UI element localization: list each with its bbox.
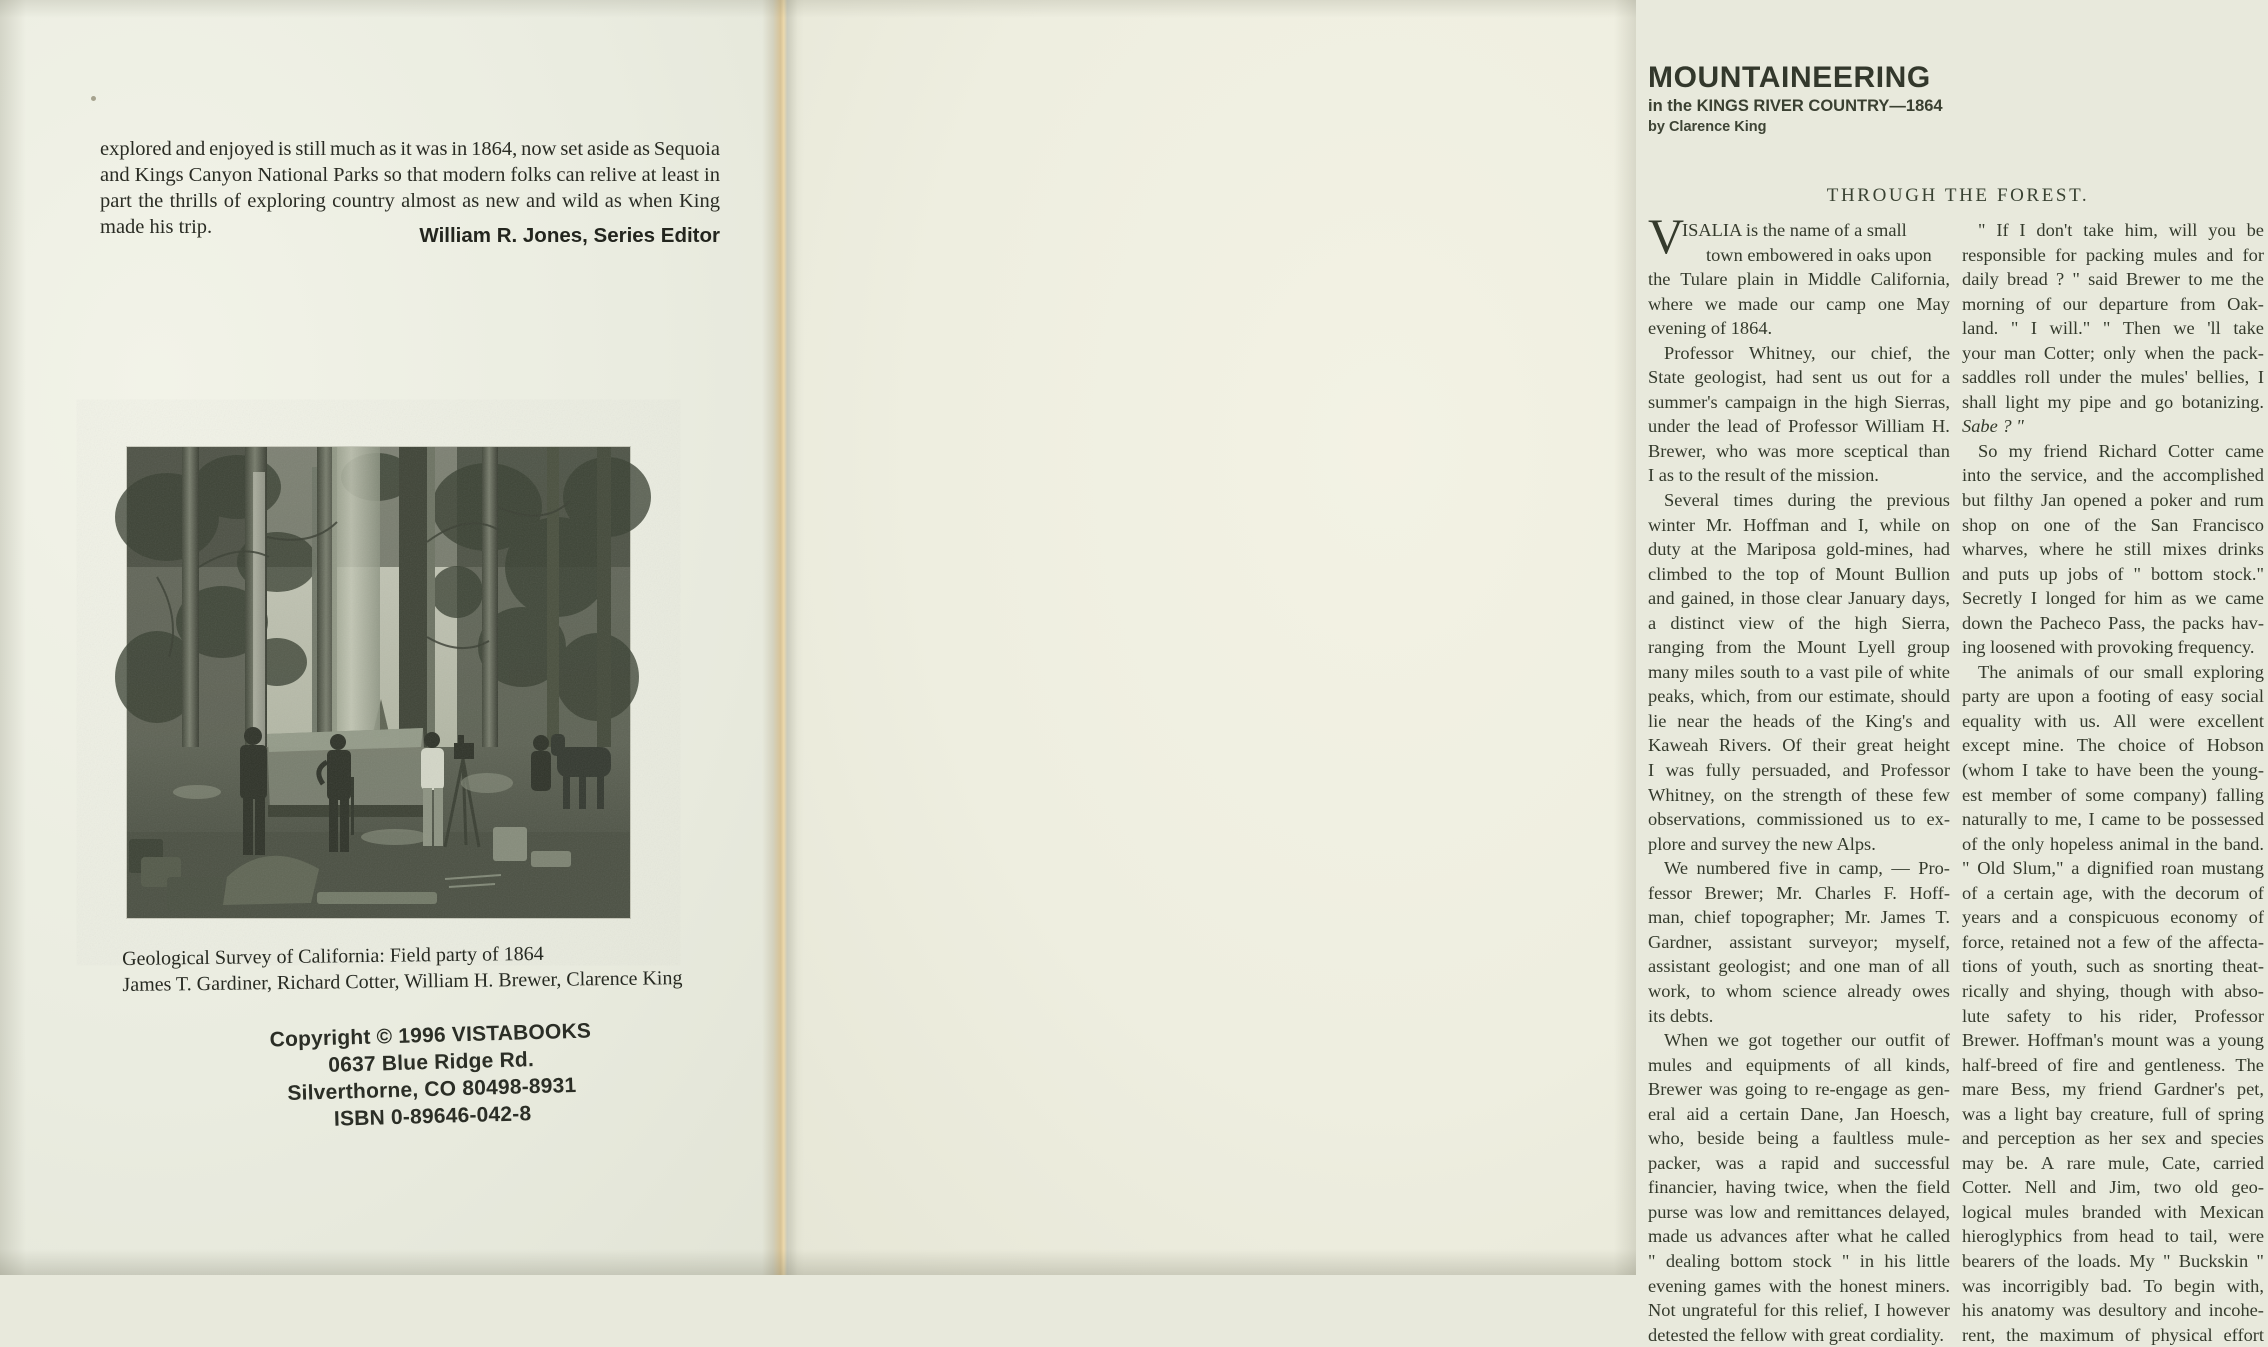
para5-line-2: mules and equipments of all kinds, <box>1648 1054 1950 1075</box>
para4-line-1: We numbered five in camp, — Pro- <box>1664 858 1950 879</box>
c2-para3-line-6: est member of some company) falling <box>1962 784 2264 805</box>
intro-line-3: part the thrills of exploring country almost as new and wild as when King <box>100 190 720 212</box>
masthead-title: MOUNTAINEERING <box>1648 61 1931 94</box>
para3-line-12: I was fully persuaded, and Professor <box>1648 760 1950 781</box>
series-editor-credit: William R. Jones, Series Editor <box>419 224 720 247</box>
para5-line-9: made us advances after what he called <box>1648 1226 1950 1247</box>
c2-para1-line-3: daily bread ? " said Brewer to me the <box>1962 269 2264 290</box>
para4-line-2: fessor Brewer; Mr. Charles F. Hoff- <box>1648 882 1950 903</box>
section-heading: THROUGH THE FOREST. <box>1826 185 2090 206</box>
right-page <box>790 0 2264 1345</box>
para1-line-5: evening of 1864. <box>1648 318 1773 339</box>
c2-para2-line-2: into the service, and the accomplished <box>1962 465 2264 486</box>
book-gutter <box>762 0 804 1275</box>
c2-para1-line-9: Sabe ? " <box>1962 416 2024 437</box>
c2-para1-line-5: land. " I will." " Then we 'll take <box>1962 318 2264 339</box>
text-column-2 <box>1962 218 2264 1347</box>
c2-para3-line-18: mare Bess, my friend Gardner's pet, <box>1962 1079 2264 1100</box>
left-edge-shadow <box>0 0 26 1275</box>
para3-line-11: Kaweah Rivers. Of their great height <box>1648 735 1950 756</box>
c2-para3-line-27: his anatomy was desultory and incohe- <box>1962 1300 2264 1321</box>
copyright-block <box>180 1015 683 1137</box>
intro-line-2: and Kings Canyon National Parks so that modern folks can relive at least in <box>100 164 720 186</box>
paper-speck <box>91 96 96 101</box>
c2-para3-line-7: naturally to me, I came to be possessed <box>1962 809 2264 830</box>
para3-line-2: winter Mr. Hoffman and I, while on <box>1648 514 1950 535</box>
isbn: ISBN 0-89646-042-8 <box>333 1102 532 1131</box>
text-column-1 <box>1648 208 1950 1347</box>
para2-line-1: Professor Whitney, our chief, the <box>1664 342 1950 363</box>
intro-line-4: made his trip. <box>100 216 213 238</box>
c2-para3-line-26: was incorrigibly bad. To begin with, <box>1962 1275 2264 1296</box>
para5-line-6: packer, was a rapid and successful <box>1648 1152 1950 1173</box>
c2-para2-line-8: down the Pacheco Pass, the packs hav- <box>1962 612 2264 633</box>
para5-line-8: purse was low and remittances delayed, <box>1648 1201 1950 1222</box>
c2-para3-line-9: " Old Slum," a dignified roan mustang <box>1962 858 2264 879</box>
c2-para3-line-5: (whom I take to have been the young- <box>1962 760 2264 781</box>
para3-line-15: plore and survey the new Alps. <box>1648 833 1876 854</box>
para3-line-1: Several times during the previous <box>1664 490 1950 511</box>
paragraph-party-roster <box>1648 856 1950 1028</box>
para5-line-13: detested the fellow with great cordiality. <box>1648 1324 1945 1345</box>
para3-line-14: observations, commissioned us to ex- <box>1648 809 1950 830</box>
bottom-edge-shadow <box>0 1249 1636 1275</box>
c2-para3-line-8: of the only hopeless animal in the band. <box>1962 833 2264 854</box>
c2-para3-line-2: party are upon a footing of easy social <box>1962 686 2264 707</box>
paragraph-visalia <box>1648 208 1950 341</box>
c2-para3-line-4: except mine. The choice of Hobson <box>1962 735 2264 756</box>
para4-line-3: man, chief topographer; Mr. James T. <box>1648 907 1950 928</box>
intro-line-1: explored and enjoyed is still much as it was in 1864, now set aside as Sequoia <box>100 138 720 160</box>
c2-para1-line-2: responsible for packing mules and for <box>1962 244 2264 265</box>
para2-line-2: State geologist, had sent us out for a <box>1648 367 1950 388</box>
drop-cap-v: V <box>1648 208 1685 264</box>
c2-para3-line-23: logical mules branded with Mexican <box>1962 1201 2264 1222</box>
para5-line-11: evening games with the honest miners. <box>1648 1275 1950 1296</box>
para1-line-2: town embowered in oaks upon <box>1706 244 1932 265</box>
c2-para1-line-1: " If I don't take him, will you be <box>1978 220 2264 240</box>
para5-line-5: who, beside being a faultless mule- <box>1648 1128 1950 1149</box>
para3-line-7: ranging from the Mount Lyell group <box>1648 637 1950 658</box>
c2-para3-line-14: rically and shying, though with abso- <box>1962 980 2264 1001</box>
masthead <box>1648 62 2068 136</box>
c2-para3-line-11: years and a conspicuous economy of <box>1962 907 2264 928</box>
para3-line-9: peaks, which, from our estimate, should <box>1648 686 1950 707</box>
para5-line-10: " dealing bottom stock " in his little <box>1648 1250 1950 1271</box>
para5-line-3: Brewer was going to re-engage as gen- <box>1648 1079 1950 1100</box>
publisher-city: Silverthorne, CO 80498-8931 <box>287 1073 577 1106</box>
paragraph-brewer-dialogue <box>1962 218 2264 439</box>
para4-line-6: work, to whom science already owes <box>1648 980 1950 1001</box>
photo-caption-line-1: Geological Survey of California: Field party of 1864 <box>122 942 544 970</box>
left-page <box>0 0 782 1275</box>
top-edge-shadow <box>0 0 1636 18</box>
right-edge-shadow <box>1614 0 1636 1275</box>
c2-para2-line-1: So my friend Richard Cotter came <box>1978 440 2264 461</box>
c2-para3-line-12: force, retained not a few of the affecta- <box>1962 931 2264 952</box>
publisher-street: 0637 Blue Ridge Rd. <box>327 1048 535 1077</box>
para3-line-5: and gained, in those clear January days, <box>1648 588 1950 609</box>
para1-line-1: ISALIA is the name of a small <box>1682 220 1907 240</box>
paragraph-animals <box>1962 660 2264 1347</box>
c2-para3-line-3: equality with us. All were excellent <box>1962 710 2264 731</box>
para3-line-8: many miles south to a vast pile of white <box>1648 661 1950 682</box>
c2-para3-line-16: Brewer. Hoffman's mount was a young <box>1962 1030 2264 1051</box>
c2-para2-line-4: shop on one of the San Francisco <box>1962 514 2264 535</box>
c2-para3-line-25: bearers of the loads. My " Buckskin " <box>1962 1250 2264 1271</box>
para3-line-13: Whitney, on the strength of these few <box>1648 784 1950 805</box>
photo-caption-line-2: James T. Gardiner, Richard Cotter, William H. Brewer, Clarence King <box>122 967 683 996</box>
field-party-photograph <box>127 447 630 918</box>
para3-line-3: duty at the Mariposa gold-mines, had <box>1648 539 1950 560</box>
para2-line-4: under the lead of Professor William H. <box>1648 416 1950 437</box>
masthead-byline: by Clarence King <box>1648 119 1767 135</box>
c2-para1-line-6: your man Cotter; only when the pack- <box>1962 342 2264 363</box>
c2-para3-line-1: The animals of our small exploring <box>1978 661 2264 682</box>
paragraph-cotter <box>1962 439 2264 660</box>
c2-para1-line-7: saddles roll under the mules' bellies, I <box>1962 367 2264 388</box>
c2-para3-line-13: tions of youth, such as snorting theat- <box>1962 956 2264 977</box>
c2-para3-line-22: Cotter. Nell and Jim, two old geo- <box>1962 1177 2264 1198</box>
copyright-line: Copyright © 1996 VISTABOOKS <box>269 1019 592 1052</box>
c2-para3-line-10: of a certain age, with the decorum of <box>1962 882 2264 903</box>
para4-line-5: assistant geologist; and one man of all <box>1648 956 1950 977</box>
c2-para3-line-17: half-breed of fire and gentleness. The <box>1962 1054 2264 1075</box>
para5-line-7: financier, having twice, when the field <box>1648 1177 1950 1198</box>
c2-para3-line-21: may be. A rare mule, Cate, carried <box>1962 1152 2264 1173</box>
c2-para3-line-20: and perception as her sex and species <box>1962 1128 2264 1149</box>
c2-para3-line-28: rent, the maximum of physical effort <box>1962 1324 2264 1345</box>
photo-caption <box>122 939 723 998</box>
paragraph-outfit <box>1648 1028 1950 1347</box>
para3-line-10: lie near the heads of the King's and <box>1648 710 1950 731</box>
para2-line-6: I as to the result of the mission. <box>1648 465 1879 486</box>
para2-line-3: summer's campaign in the high Sierras, <box>1648 391 1950 412</box>
c2-para1-line-4: morning of our departure from Oak- <box>1962 293 2264 314</box>
paragraph-whitney <box>1648 341 1950 488</box>
para4-line-7: its debts. <box>1648 1005 1714 1026</box>
c2-para2-line-9: ing loosened with provoking frequency. <box>1962 637 2255 658</box>
para5-line-4: eral aid a certain Dane, Jan Hoesch, <box>1648 1103 1950 1124</box>
para2-line-5: Brewer, who was more sceptical than <box>1648 440 1950 461</box>
c2-para1-line-8: shall light my pipe and go botanizing. <box>1962 391 2264 412</box>
para1-line-4: where we made our camp one May <box>1648 293 1950 314</box>
c2-para3-line-15: lute safety to his rider, Professor <box>1962 1005 2264 1026</box>
masthead-subtitle: in the KINGS RIVER COUNTRY—1864 <box>1648 97 1943 115</box>
c2-para2-line-5: wharves, where he still mixes drinks <box>1962 539 2264 560</box>
c2-para2-line-7: Secretly I longed for him as we came <box>1962 588 2264 609</box>
para5-line-1: When we got together our outfit of <box>1664 1030 1950 1051</box>
c2-para3-line-19: was a light bay creature, full of spring <box>1962 1103 2264 1124</box>
para5-line-12: Not ungrateful for this relief, I however <box>1648 1300 1950 1321</box>
paragraph-mariposa <box>1648 488 1950 856</box>
c2-para3-line-24: hieroglyphics from head to tail, were <box>1962 1226 2264 1247</box>
para3-line-4: climbed to the top of Mount Bullion <box>1648 563 1950 584</box>
para3-line-6: a distinct view of the high Sierra, <box>1648 612 1950 633</box>
para1-line-3: the Tulare plain in Middle California, <box>1648 269 1950 290</box>
c2-para2-line-6: and puts up jobs of " bottom stock." <box>1962 563 2264 584</box>
para4-line-4: Gardner, assistant surveyor; myself, <box>1648 931 1950 952</box>
c2-para2-line-3: but filthy Jan opened a poker and rum <box>1962 490 2264 511</box>
